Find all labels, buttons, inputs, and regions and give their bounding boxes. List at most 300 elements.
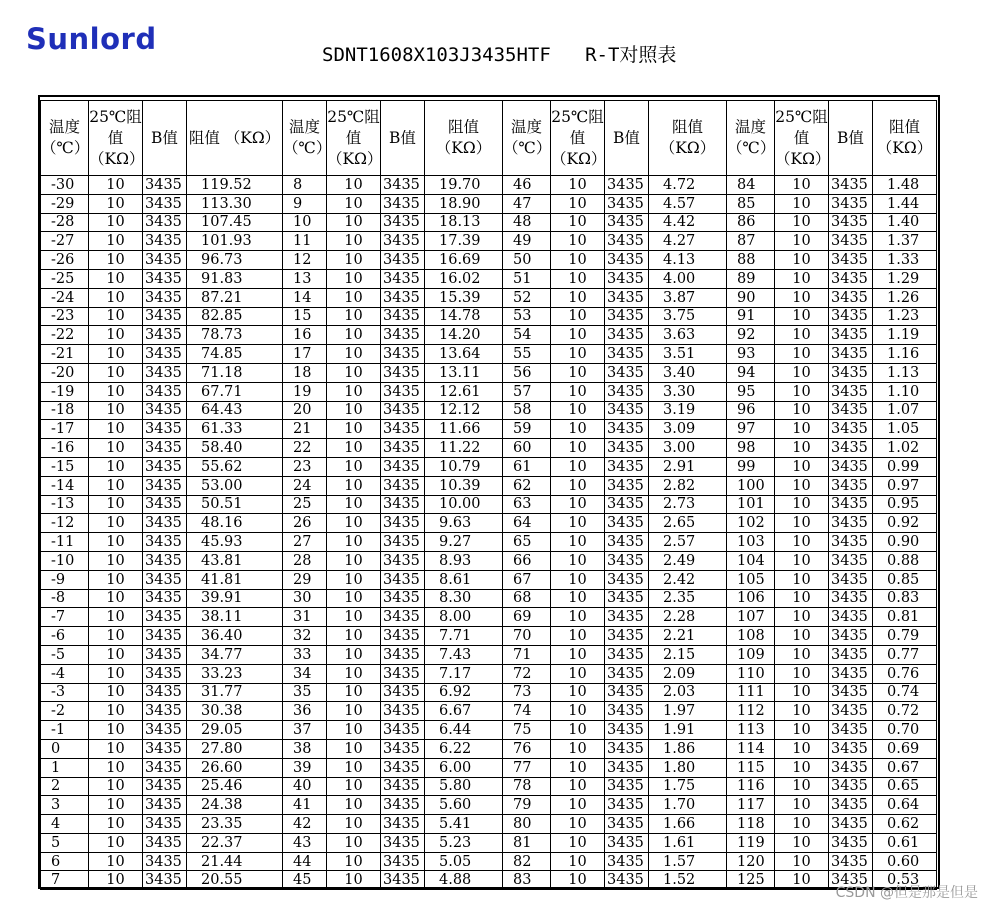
b-value-cell: 3435: [143, 382, 187, 401]
b-value-cell: 3435: [829, 176, 873, 195]
temp-cell: 22: [283, 439, 327, 458]
resistance-cell: 1.44: [873, 194, 937, 213]
resistance-cell: 0.99: [873, 457, 937, 476]
r25-cell: 10: [551, 495, 605, 514]
table-row: [41, 852, 937, 871]
resistance-cell: 24.38: [187, 796, 283, 815]
temp-cell: 49: [503, 232, 551, 251]
r25-cell: 10: [551, 457, 605, 476]
resistance-cell: 87.21: [187, 288, 283, 307]
r25-cell: 10: [551, 533, 605, 552]
b-value-cell: 3435: [605, 345, 649, 364]
temp-cell: 75: [503, 721, 551, 740]
resistance-cell: 0.74: [873, 683, 937, 702]
r25-cell: 10: [89, 721, 143, 740]
temp-cell: -29: [41, 194, 89, 213]
temp-cell: -5: [41, 645, 89, 664]
b-value-cell: 3435: [829, 627, 873, 646]
resistance-cell: 107.45: [187, 213, 283, 232]
r25-cell: 10: [327, 551, 381, 570]
temp-cell: 10: [283, 213, 327, 232]
r25-cell: 10: [327, 495, 381, 514]
r25-cell: 10: [775, 551, 829, 570]
r25-cell: 10: [327, 326, 381, 345]
r25-cell: 10: [89, 288, 143, 307]
b-value-cell: 3435: [143, 194, 187, 213]
temp-cell: 47: [503, 194, 551, 213]
resistance-cell: 16.69: [425, 251, 503, 270]
temp-cell: -23: [41, 307, 89, 326]
resistance-cell: 39.91: [187, 589, 283, 608]
b-value-cell: 3435: [143, 645, 187, 664]
resistance-cell: 1.57: [649, 852, 727, 871]
r25-cell: 10: [89, 457, 143, 476]
temp-cell: -30: [41, 176, 89, 195]
temp-cell: -4: [41, 664, 89, 683]
resistance-cell: 0.90: [873, 533, 937, 552]
temp-cell: 58: [503, 401, 551, 420]
temp-cell: 19: [283, 382, 327, 401]
b-value-cell: 3435: [605, 758, 649, 777]
resistance-cell: 6.44: [425, 721, 503, 740]
r25-cell: 10: [327, 570, 381, 589]
resistance-cell: 9.27: [425, 533, 503, 552]
r25-cell: 10: [327, 833, 381, 852]
b-value-cell: 3435: [829, 758, 873, 777]
r25-cell: 10: [551, 476, 605, 495]
b-value-cell: 3435: [381, 457, 425, 476]
table-header-row: [41, 101, 937, 176]
temp-cell: -26: [41, 251, 89, 270]
temp-cell: 107: [727, 608, 775, 627]
b-value-cell: 3435: [829, 815, 873, 834]
resistance-cell: 1.66: [649, 815, 727, 834]
resistance-cell: 53.00: [187, 476, 283, 495]
resistance-cell: 2.35: [649, 589, 727, 608]
table-row: [41, 551, 937, 570]
temp-cell: 20: [283, 401, 327, 420]
resistance-cell: 7.17: [425, 664, 503, 683]
r25-cell: 10: [89, 702, 143, 721]
table-row: [41, 683, 937, 702]
r25-cell: 10: [551, 777, 605, 796]
temp-cell: 77: [503, 758, 551, 777]
resistance-cell: 5.41: [425, 815, 503, 834]
r25-cell: 10: [327, 815, 381, 834]
r25-cell: 10: [775, 627, 829, 646]
r25-cell: 10: [327, 363, 381, 382]
resistance-cell: 3.00: [649, 439, 727, 458]
r25-cell: 10: [775, 777, 829, 796]
resistance-cell: 38.11: [187, 608, 283, 627]
temp-cell: 87: [727, 232, 775, 251]
col-header-r25: 25℃阻值（KΩ）: [327, 101, 381, 176]
temp-cell: 80: [503, 815, 551, 834]
r25-cell: 10: [551, 645, 605, 664]
b-value-cell: 3435: [381, 833, 425, 852]
temp-cell: 28: [283, 551, 327, 570]
table-row: [41, 514, 937, 533]
resistance-cell: 3.40: [649, 363, 727, 382]
b-value-cell: 3435: [829, 871, 873, 890]
r25-cell: 10: [775, 476, 829, 495]
r25-cell: 10: [327, 213, 381, 232]
b-value-cell: 3435: [605, 852, 649, 871]
r25-cell: 10: [327, 852, 381, 871]
b-value-cell: 3435: [381, 589, 425, 608]
r25-cell: 10: [327, 439, 381, 458]
temp-cell: 64: [503, 514, 551, 533]
r25-cell: 10: [89, 251, 143, 270]
r25-cell: 10: [327, 777, 381, 796]
temp-cell: -19: [41, 382, 89, 401]
table-row: [41, 533, 937, 552]
resistance-cell: 16.02: [425, 269, 503, 288]
r25-cell: 10: [775, 269, 829, 288]
resistance-cell: 26.60: [187, 758, 283, 777]
resistance-cell: 2.28: [649, 608, 727, 627]
temp-cell: 41: [283, 796, 327, 815]
b-value-cell: 3435: [829, 476, 873, 495]
temp-cell: 81: [503, 833, 551, 852]
b-value-cell: 3435: [829, 439, 873, 458]
resistance-cell: 0.64: [873, 796, 937, 815]
temp-cell: 36: [283, 702, 327, 721]
b-value-cell: 3435: [143, 251, 187, 270]
table-row: [41, 871, 937, 890]
r25-cell: 10: [775, 589, 829, 608]
b-value-cell: 3435: [829, 796, 873, 815]
resistance-cell: 1.48: [873, 176, 937, 195]
resistance-cell: 2.91: [649, 457, 727, 476]
table-row: [41, 796, 937, 815]
resistance-cell: 0.60: [873, 852, 937, 871]
resistance-cell: 58.40: [187, 439, 283, 458]
r25-cell: 10: [89, 833, 143, 852]
b-value-cell: 3435: [605, 721, 649, 740]
resistance-cell: 96.73: [187, 251, 283, 270]
b-value-cell: 3435: [829, 739, 873, 758]
csdn-watermark: CSDN @但是那是但是: [835, 885, 978, 901]
temp-cell: 125: [727, 871, 775, 890]
resistance-cell: 8.00: [425, 608, 503, 627]
resistance-cell: 4.88: [425, 871, 503, 890]
b-value-cell: 3435: [381, 476, 425, 495]
resistance-cell: 0.92: [873, 514, 937, 533]
resistance-cell: 8.93: [425, 551, 503, 570]
resistance-cell: 101.93: [187, 232, 283, 251]
temp-cell: 106: [727, 589, 775, 608]
b-value-cell: 3435: [829, 232, 873, 251]
temp-cell: 16: [283, 326, 327, 345]
temp-cell: -8: [41, 589, 89, 608]
r25-cell: 10: [327, 345, 381, 364]
resistance-cell: 2.49: [649, 551, 727, 570]
b-value-cell: 3435: [143, 796, 187, 815]
r25-cell: 10: [89, 495, 143, 514]
temp-cell: 17: [283, 345, 327, 364]
temp-cell: 93: [727, 345, 775, 364]
resistance-cell: 64.43: [187, 401, 283, 420]
r25-cell: 10: [775, 382, 829, 401]
b-value-cell: 3435: [605, 739, 649, 758]
table-row: [41, 307, 937, 326]
temp-cell: 52: [503, 288, 551, 307]
temp-cell: -1: [41, 721, 89, 740]
resistance-cell: 1.37: [873, 232, 937, 251]
b-value-cell: 3435: [143, 683, 187, 702]
b-value-cell: 3435: [829, 777, 873, 796]
b-value-cell: 3435: [381, 815, 425, 834]
b-value-cell: 3435: [829, 514, 873, 533]
temp-cell: -2: [41, 702, 89, 721]
temp-cell: 42: [283, 815, 327, 834]
temp-cell: 55: [503, 345, 551, 364]
temp-cell: 18: [283, 363, 327, 382]
resistance-cell: 0.61: [873, 833, 937, 852]
b-value-cell: 3435: [829, 326, 873, 345]
table-row: [41, 345, 937, 364]
b-value-cell: 3435: [829, 363, 873, 382]
b-value-cell: 3435: [829, 852, 873, 871]
resistance-cell: 14.78: [425, 307, 503, 326]
b-value-cell: 3435: [605, 401, 649, 420]
temp-cell: -20: [41, 363, 89, 382]
b-value-cell: 3435: [143, 815, 187, 834]
r25-cell: 10: [327, 251, 381, 270]
r25-cell: 10: [89, 570, 143, 589]
r25-cell: 10: [775, 608, 829, 627]
r25-cell: 10: [89, 232, 143, 251]
b-value-cell: 3435: [605, 495, 649, 514]
r25-cell: 10: [775, 683, 829, 702]
r25-cell: 10: [89, 551, 143, 570]
resistance-cell: 13.64: [425, 345, 503, 364]
r25-cell: 10: [89, 176, 143, 195]
temp-cell: 100: [727, 476, 775, 495]
temp-cell: 115: [727, 758, 775, 777]
resistance-cell: 0.65: [873, 777, 937, 796]
temp-cell: 24: [283, 476, 327, 495]
b-value-cell: 3435: [143, 232, 187, 251]
r25-cell: 10: [551, 627, 605, 646]
temp-cell: 113: [727, 721, 775, 740]
resistance-cell: 1.40: [873, 213, 937, 232]
r25-cell: 10: [89, 815, 143, 834]
resistance-cell: 1.61: [649, 833, 727, 852]
resistance-cell: 78.73: [187, 326, 283, 345]
b-value-cell: 3435: [381, 551, 425, 570]
r25-cell: 10: [775, 721, 829, 740]
temp-cell: 118: [727, 815, 775, 834]
temp-cell: -6: [41, 627, 89, 646]
resistance-cell: 2.82: [649, 476, 727, 495]
b-value-cell: 3435: [143, 871, 187, 890]
resistance-cell: 1.16: [873, 345, 937, 364]
r25-cell: 10: [327, 664, 381, 683]
r25-cell: 10: [775, 739, 829, 758]
r25-cell: 10: [775, 495, 829, 514]
b-value-cell: 3435: [829, 345, 873, 364]
resistance-cell: 22.37: [187, 833, 283, 852]
resistance-cell: 6.92: [425, 683, 503, 702]
b-value-cell: 3435: [143, 627, 187, 646]
temp-cell: 103: [727, 533, 775, 552]
temp-cell: -13: [41, 495, 89, 514]
temp-cell: 104: [727, 551, 775, 570]
r25-cell: 10: [775, 345, 829, 364]
col-header-temp: 温度（℃）: [727, 101, 775, 176]
r25-cell: 10: [551, 401, 605, 420]
b-value-cell: 3435: [829, 589, 873, 608]
b-value-cell: 3435: [829, 213, 873, 232]
r25-cell: 10: [327, 420, 381, 439]
resistance-cell: 17.39: [425, 232, 503, 251]
r25-cell: 10: [551, 702, 605, 721]
resistance-cell: 7.71: [425, 627, 503, 646]
temp-cell: 8: [283, 176, 327, 195]
table-row: [41, 570, 937, 589]
temp-cell: 116: [727, 777, 775, 796]
temp-cell: -16: [41, 439, 89, 458]
b-value-cell: 3435: [143, 495, 187, 514]
table-body: [41, 176, 937, 890]
temp-cell: 48: [503, 213, 551, 232]
resistance-cell: 4.57: [649, 194, 727, 213]
b-value-cell: 3435: [143, 457, 187, 476]
col-header-temp: 温度（℃）: [41, 101, 89, 176]
resistance-cell: 1.86: [649, 739, 727, 758]
resistance-cell: 25.46: [187, 777, 283, 796]
temp-cell: 70: [503, 627, 551, 646]
r25-cell: 10: [775, 570, 829, 589]
r25-cell: 10: [89, 476, 143, 495]
resistance-cell: 2.15: [649, 645, 727, 664]
r25-cell: 10: [551, 439, 605, 458]
temp-cell: 12: [283, 251, 327, 270]
r25-cell: 10: [327, 871, 381, 890]
b-value-cell: 3435: [381, 645, 425, 664]
b-value-cell: 3435: [143, 514, 187, 533]
temp-cell: 14: [283, 288, 327, 307]
temp-cell: 79: [503, 796, 551, 815]
temp-cell: -28: [41, 213, 89, 232]
resistance-cell: 67.71: [187, 382, 283, 401]
r25-cell: 10: [551, 721, 605, 740]
table-row: [41, 439, 937, 458]
temp-cell: 91: [727, 307, 775, 326]
resistance-cell: 19.70: [425, 176, 503, 195]
b-value-cell: 3435: [143, 363, 187, 382]
b-value-cell: 3435: [605, 420, 649, 439]
temp-cell: 69: [503, 608, 551, 627]
b-value-cell: 3435: [381, 871, 425, 890]
r25-cell: 10: [551, 363, 605, 382]
b-value-cell: 3435: [143, 739, 187, 758]
b-value-cell: 3435: [381, 401, 425, 420]
b-value-cell: 3435: [143, 420, 187, 439]
b-value-cell: 3435: [143, 345, 187, 364]
table-row: [41, 758, 937, 777]
temp-cell: 1: [41, 758, 89, 777]
resistance-cell: 30.38: [187, 702, 283, 721]
temp-cell: 4: [41, 815, 89, 834]
resistance-cell: 74.85: [187, 345, 283, 364]
resistance-cell: 50.51: [187, 495, 283, 514]
resistance-cell: 0.85: [873, 570, 937, 589]
temp-cell: 112: [727, 702, 775, 721]
temp-cell: 68: [503, 589, 551, 608]
b-value-cell: 3435: [605, 551, 649, 570]
r25-cell: 10: [89, 439, 143, 458]
r25-cell: 10: [327, 702, 381, 721]
temp-cell: -17: [41, 420, 89, 439]
r25-cell: 10: [775, 645, 829, 664]
r25-cell: 10: [89, 382, 143, 401]
resistance-cell: 34.77: [187, 645, 283, 664]
r25-cell: 10: [551, 420, 605, 439]
temp-cell: 57: [503, 382, 551, 401]
temp-cell: 94: [727, 363, 775, 382]
b-value-cell: 3435: [143, 551, 187, 570]
r25-cell: 10: [551, 796, 605, 815]
temp-cell: 88: [727, 251, 775, 270]
r25-cell: 10: [775, 420, 829, 439]
resistance-cell: 1.23: [873, 307, 937, 326]
b-value-cell: 3435: [829, 533, 873, 552]
resistance-cell: 23.35: [187, 815, 283, 834]
resistance-cell: 13.11: [425, 363, 503, 382]
resistance-cell: 11.66: [425, 420, 503, 439]
resistance-cell: 2.09: [649, 664, 727, 683]
temp-cell: -27: [41, 232, 89, 251]
b-value-cell: 3435: [143, 288, 187, 307]
b-value-cell: 3435: [143, 176, 187, 195]
temp-cell: 76: [503, 739, 551, 758]
temp-cell: 72: [503, 664, 551, 683]
r25-cell: 10: [775, 533, 829, 552]
resistance-cell: 14.20: [425, 326, 503, 345]
resistance-cell: 43.81: [187, 551, 283, 570]
temp-cell: 51: [503, 269, 551, 288]
r25-cell: 10: [327, 176, 381, 195]
b-value-cell: 3435: [829, 457, 873, 476]
resistance-cell: 12.61: [425, 382, 503, 401]
temp-cell: 31: [283, 608, 327, 627]
r25-cell: 10: [327, 533, 381, 552]
temp-cell: 84: [727, 176, 775, 195]
temp-cell: 110: [727, 664, 775, 683]
b-value-cell: 3435: [143, 589, 187, 608]
r25-cell: 10: [551, 269, 605, 288]
resistance-cell: 1.52: [649, 871, 727, 890]
col-header-temp: 温度（℃）: [503, 101, 551, 176]
r25-cell: 10: [775, 401, 829, 420]
resistance-cell: 21.44: [187, 852, 283, 871]
r25-cell: 10: [327, 739, 381, 758]
r25-cell: 10: [775, 514, 829, 533]
col-header-b-value: B值: [605, 101, 649, 176]
temp-cell: 23: [283, 457, 327, 476]
b-value-cell: 3435: [605, 307, 649, 326]
r25-cell: 10: [775, 307, 829, 326]
b-value-cell: 3435: [605, 777, 649, 796]
b-value-cell: 3435: [605, 363, 649, 382]
table-row: [41, 363, 937, 382]
r25-cell: 10: [89, 269, 143, 288]
col-header-r25: 25℃阻值（KΩ）: [89, 101, 143, 176]
temp-cell: 62: [503, 476, 551, 495]
